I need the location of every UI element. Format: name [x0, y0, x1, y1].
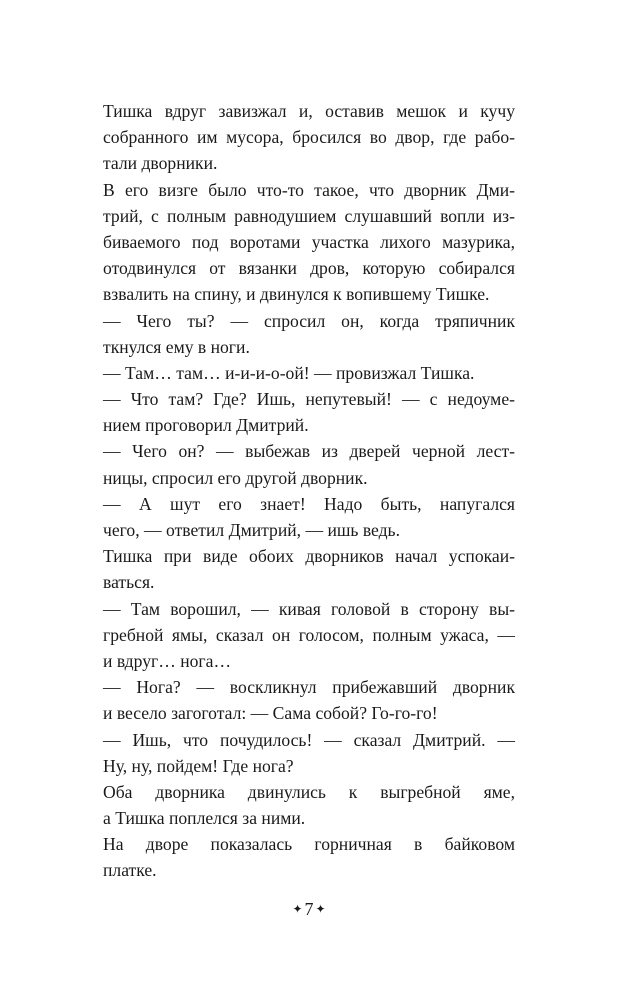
text-line: — А шут его знает! Надо быть, напугался	[103, 493, 515, 514]
paragraph	[103, 596, 515, 675]
paragraph	[103, 727, 515, 779]
text-line: и вдруг… нога…	[103, 650, 232, 671]
text-line: биваемого под воротами участка лихого мазурика,	[103, 231, 515, 252]
paragraph	[103, 177, 515, 308]
body-text	[103, 98, 515, 884]
ornament-right-icon: ✦	[315, 902, 326, 916]
paragraph	[103, 386, 515, 438]
text-line: На дворе показалась горничная в байковом	[103, 834, 515, 855]
paragraph	[103, 98, 515, 177]
text-line: Ну, ну, пойдем! Где нога?	[103, 755, 294, 776]
text-line: взвалить на спину, и двинулся к вопившему Тишке.	[103, 284, 490, 305]
paragraph	[103, 438, 515, 490]
text-line: — Нога? — воскликнул прибежавший дворник	[103, 677, 515, 698]
text-line: — Что там? Где? Ишь, непутевый! — с недоуме-	[103, 389, 515, 410]
text-line: — Там ворошил, — кивая головой в сторону вы-	[103, 598, 515, 619]
ornament-left-icon: ✦	[292, 902, 303, 916]
text-line: — Чего ты? — спросил он, когда тряпичник	[103, 310, 515, 331]
text-line: платке.	[103, 860, 157, 881]
text-line: чего, — ответил Дмитрий, — ишь ведь.	[103, 520, 400, 540]
text-line: — Чего он? — выбежав из дверей черной лест-	[103, 441, 515, 462]
paragraph	[103, 491, 515, 543]
paragraph	[103, 308, 515, 360]
text-line: — Там… там… и-и-и-о-ой! — провизжал Тишка.	[103, 362, 475, 383]
text-line: гребной ямы, сказал он голосом, полным ужаса, —	[103, 624, 515, 645]
text-line: трий, с полным равнодушием слушавший вопли из-	[103, 205, 515, 226]
page-number-value: 7	[304, 899, 314, 919]
text-line: Тишка при виде обоих дворников начал успокаи-	[103, 546, 515, 567]
text-line: — Ишь, что почудилось! — сказал Дмитрий. —	[103, 729, 515, 750]
text-line: тали дворники.	[103, 153, 218, 174]
text-line: Тишка вдруг завизжал и, оставив мешок и кучу	[103, 101, 515, 121]
text-line: ницы, спросил его другой дворник.	[103, 467, 368, 488]
text-line: нием проговорил Дмитрий.	[103, 415, 309, 436]
paragraph	[103, 831, 515, 883]
text-line: ваться.	[103, 572, 155, 593]
text-line: В его визге было что-то такое, что дворник Дми-	[103, 179, 515, 200]
text-line: а Тишка поплелся за ними.	[103, 808, 306, 829]
text-line: собранного им мусора, бросился во двор, где рабо-	[103, 127, 515, 148]
text-line: Оба дворника двинулись к выгребной яме,	[103, 781, 515, 802]
paragraph	[103, 779, 515, 831]
page-number	[0, 898, 618, 920]
paragraph	[103, 674, 515, 726]
text-line: ткнулся ему в ноги.	[103, 336, 250, 357]
text-line: и весело загоготал: — Сама собой? Го-го-го!	[103, 703, 438, 724]
paragraph	[103, 360, 515, 386]
text-line: отодвинулся от вязанки дров, которую собирался	[103, 258, 515, 279]
paragraph	[103, 543, 515, 595]
